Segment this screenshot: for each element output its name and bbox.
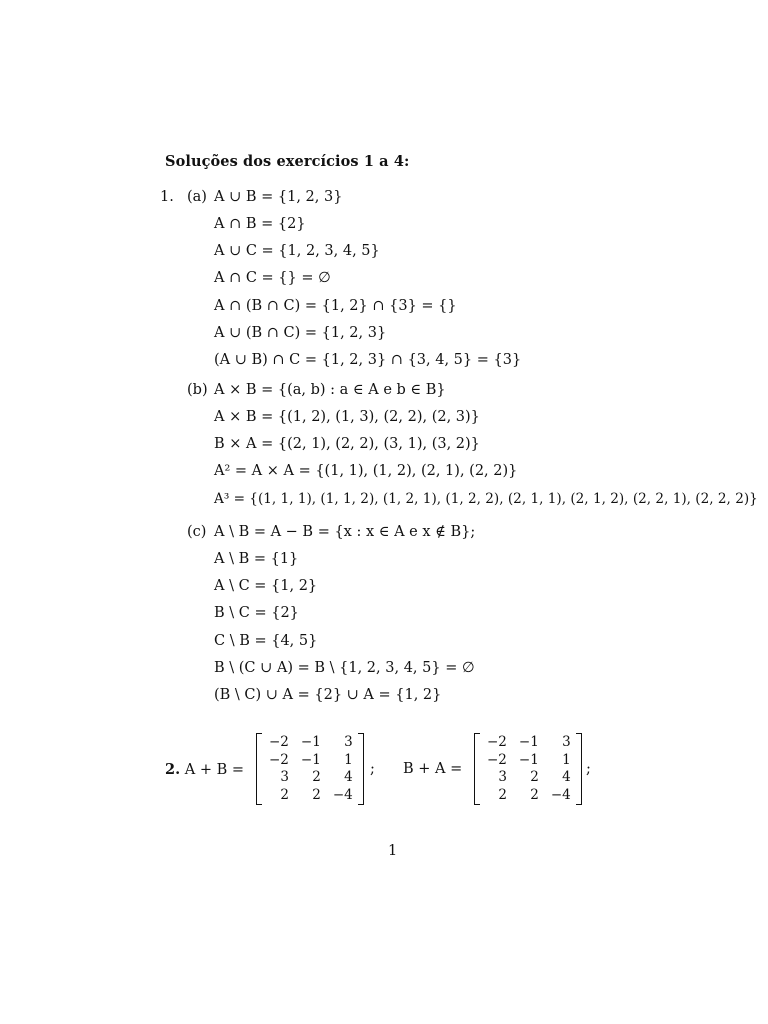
part-a-line-5: A ∩ (B ∩ C) = {1, 2} ∩ {3} = {} <box>214 298 457 314</box>
matrix-cell: 2 <box>530 769 539 786</box>
exercise-2-left-label <box>165 761 244 778</box>
matrix-b-plus-a <box>474 733 582 805</box>
matrix-cell: 3 <box>280 769 289 786</box>
matrix-row <box>481 752 571 770</box>
matrix-row <box>481 787 571 805</box>
matrix-cell: 3 <box>498 769 507 786</box>
matrix-cell: 1 <box>344 751 353 768</box>
part-b-line-2: A × B = {(1, 2), (1, 3), (2, 2), (2, 3)} <box>214 409 480 425</box>
matrix-cell: −1 <box>300 734 321 751</box>
part-a-line-3: A ∪ C = {1, 2, 3, 4, 5} <box>214 243 380 259</box>
matrix-cell: 2 <box>280 786 289 803</box>
exercise-2-number: 2. <box>165 761 181 778</box>
matrix-cell: −1 <box>518 734 539 751</box>
separator-right: ; <box>586 761 591 777</box>
part-a-line-6: A ∪ (B ∩ C) = {1, 2, 3} <box>214 325 387 341</box>
matrix-cell: −2 <box>269 734 289 751</box>
matrix-cell: −2 <box>487 751 507 768</box>
matrix-row <box>263 787 353 805</box>
matrix-cell: −1 <box>518 751 539 768</box>
matrix-cell: 2 <box>312 786 321 803</box>
part-c-line-7: (B \ C) ∪ A = {2} ∪ A = {1, 2} <box>214 687 442 703</box>
matrix-cell: −2 <box>487 734 507 751</box>
matrix-a-plus-b-table <box>263 734 353 804</box>
matrix-cell: −4 <box>332 786 353 803</box>
part-b-label: (b) <box>187 382 208 398</box>
part-a-label: (a) <box>187 189 207 205</box>
part-a-line-1: A ∪ B = {1, 2, 3} <box>214 189 343 205</box>
matrix-cell: 1 <box>562 751 571 768</box>
matrix-row <box>481 734 571 752</box>
section-heading: Soluções dos exercícios 1 a 4: <box>165 153 410 170</box>
matrix-row <box>263 752 353 770</box>
matrix-cell: 3 <box>562 734 571 751</box>
part-c-line-2: A \ B = {1} <box>214 551 299 567</box>
part-b-line-1: A × B = {(a, b) : a ∈ A e b ∈ B} <box>214 382 446 398</box>
part-c-line-5: C \ B = {4, 5} <box>214 633 318 649</box>
part-c-label: (c) <box>187 524 207 540</box>
part-c-line-6: B \ (C ∪ A) = B \ {1, 2, 3, 4, 5} = ∅ <box>214 660 475 676</box>
matrix-cell: −2 <box>269 751 289 768</box>
matrix-cell: 4 <box>562 769 571 786</box>
matrix-row <box>481 769 571 787</box>
matrix-cell: −4 <box>550 786 571 803</box>
matrix-cell: 3 <box>344 734 353 751</box>
part-b-line-4: A² = A × A = {(1, 1), (1, 2), (2, 1), (2, 2)} <box>214 463 518 479</box>
matrix-b-plus-a-table <box>481 734 571 804</box>
part-a-line-2: A ∩ B = {2} <box>214 216 306 232</box>
part-a-line-4: A ∩ C = {} = ∅ <box>214 270 331 286</box>
part-a-line-7: (A ∪ B) ∩ C = {1, 2, 3} ∩ {3, 4, 5} = {3} <box>214 352 522 368</box>
part-b-line-3: B × A = {(2, 1), (2, 2), (3, 1), (3, 2)} <box>214 436 480 452</box>
part-c-line-4: B \ C = {2} <box>214 605 299 621</box>
part-b-line-5: A³ = {(1, 1, 1), (1, 1, 2), (1, 2, 1), (1, 2, 2), (2, 1, 1), (2, 1, 2), (2, 2, 1), (2, 2, 2)} <box>214 491 758 507</box>
matrix-cell: 4 <box>344 769 353 786</box>
exercise-1-number: 1. <box>160 189 174 205</box>
sum-ab-label: A + B = <box>184 762 245 778</box>
matrix-row <box>263 769 353 787</box>
matrix-cell: 2 <box>312 769 321 786</box>
separator-left: ; <box>370 761 375 777</box>
matrix-cell: 2 <box>530 786 539 803</box>
matrix-cell: −1 <box>300 751 321 768</box>
page-number: 1 <box>388 843 398 859</box>
matrix-a-plus-b <box>256 733 364 805</box>
matrix-cell: 2 <box>498 786 507 803</box>
part-c-line-1: A \ B = A − B = {x : x ∈ A e x ∉ B}; <box>214 524 476 540</box>
part-c-line-3: A \ C = {1, 2} <box>214 578 318 594</box>
matrix-row <box>263 734 353 752</box>
sum-ba-label: B + A = <box>403 761 463 777</box>
